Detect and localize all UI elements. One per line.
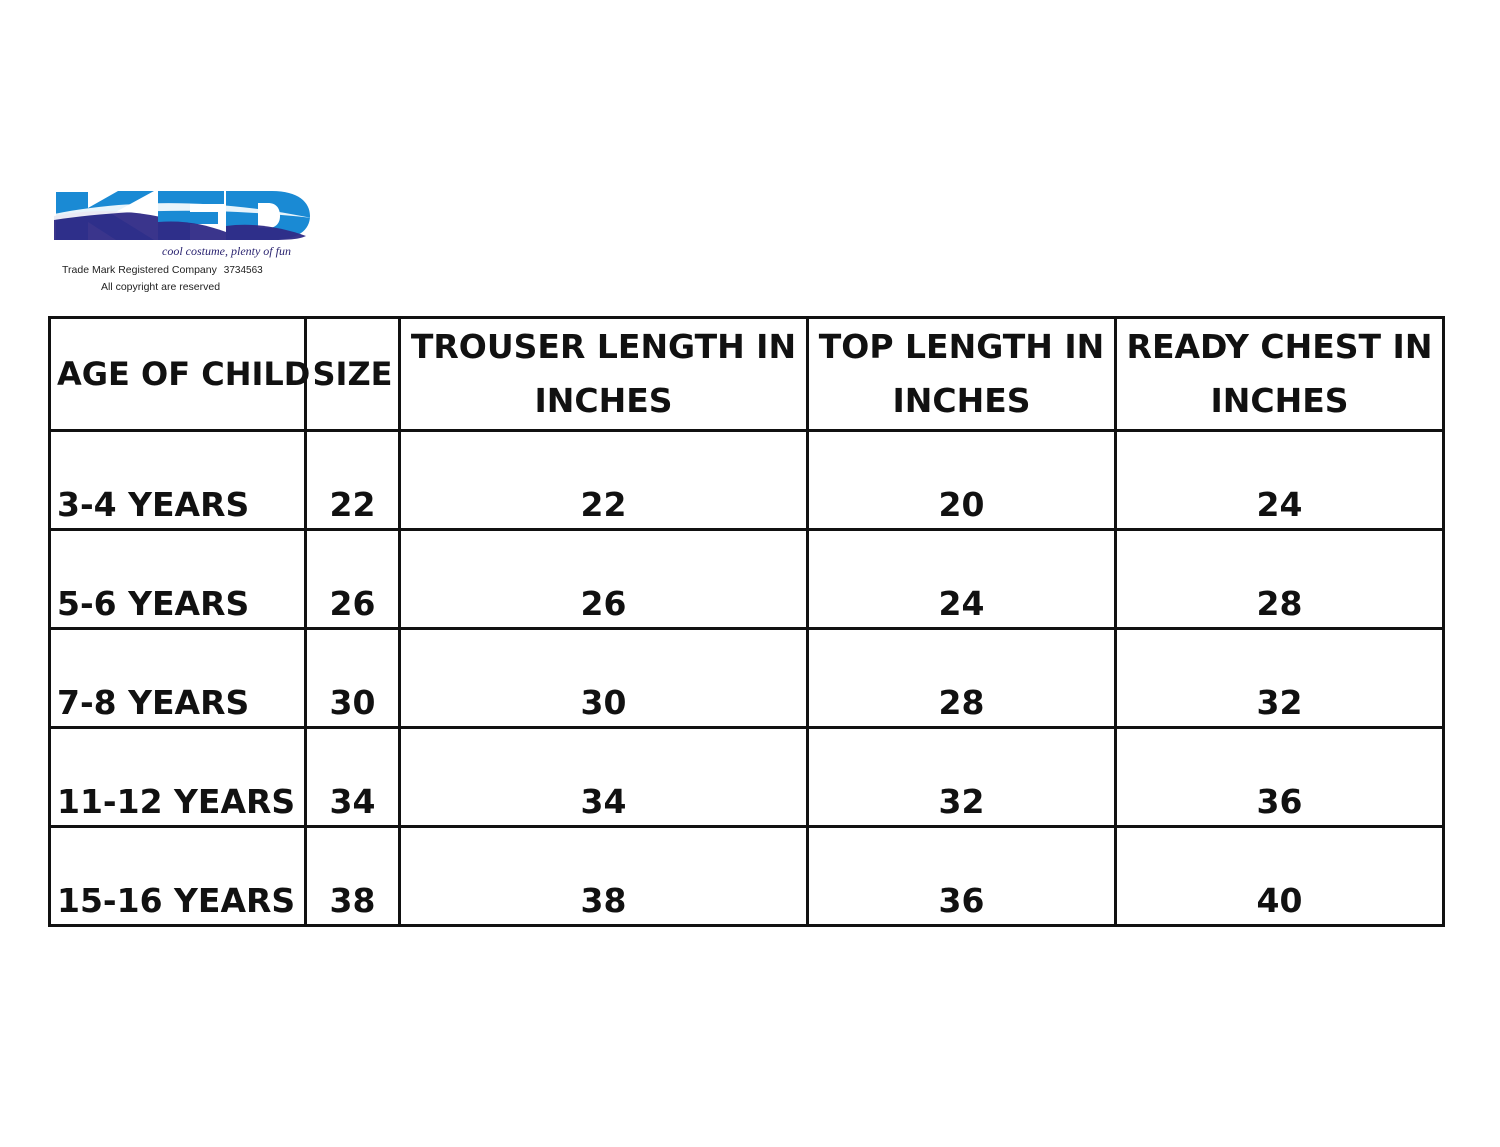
- header-ready-chest: READY CHEST IN INCHES: [1116, 318, 1444, 431]
- header-row: [50, 318, 1444, 431]
- top-cell: 32: [808, 728, 1116, 827]
- size-cell: 34: [306, 728, 400, 827]
- header-top-length: TOP LENGTH IN INCHES: [808, 318, 1116, 431]
- table-row: [50, 431, 1444, 530]
- age-cell: 5-6 YEARS: [50, 530, 306, 629]
- trouser-cell: 22: [400, 431, 808, 530]
- trouser-cell: 34: [400, 728, 808, 827]
- copyright-notice: All copyright are reserved: [101, 281, 221, 293]
- table-row: [50, 827, 1444, 926]
- header-size: SIZE: [306, 318, 400, 431]
- chest-cell: 24: [1116, 431, 1444, 530]
- table-row: [50, 629, 1444, 728]
- age-cell: 11-12 YEARS: [50, 728, 306, 827]
- chest-cell: 28: [1116, 530, 1444, 629]
- top-cell: 20: [808, 431, 1116, 530]
- size-chart-table: [48, 316, 1445, 927]
- header-trouser-length: TROUSER LENGTH IN INCHES: [400, 318, 808, 431]
- age-cell: 7-8 YEARS: [50, 629, 306, 728]
- header-age-of-child: AGE OF CHILD: [50, 318, 306, 431]
- table-row: [50, 728, 1444, 827]
- trouser-cell: 38: [400, 827, 808, 926]
- chest-cell: 32: [1116, 629, 1444, 728]
- age-cell: 3-4 YEARS: [50, 431, 306, 530]
- brand-tagline: cool costume, plenty of fun: [162, 244, 291, 258]
- size-cell: 38: [306, 827, 400, 926]
- trademark-line: [62, 264, 263, 276]
- size-cell: 22: [306, 431, 400, 530]
- trouser-cell: 26: [400, 530, 808, 629]
- size-cell: 26: [306, 530, 400, 629]
- trademark-label: Trade Mark Registered Company: [62, 264, 217, 276]
- top-cell: 28: [808, 629, 1116, 728]
- trouser-cell: 30: [400, 629, 808, 728]
- kfd-logo: [54, 186, 312, 246]
- chest-cell: 40: [1116, 827, 1444, 926]
- trademark-number: 3734563: [223, 265, 263, 276]
- chest-cell: 36: [1116, 728, 1444, 827]
- brand-header: [54, 186, 324, 296]
- size-cell: 30: [306, 629, 400, 728]
- top-cell: 24: [808, 530, 1116, 629]
- table-row: [50, 530, 1444, 629]
- age-cell: 15-16 YEARS: [50, 827, 306, 926]
- top-cell: 36: [808, 827, 1116, 926]
